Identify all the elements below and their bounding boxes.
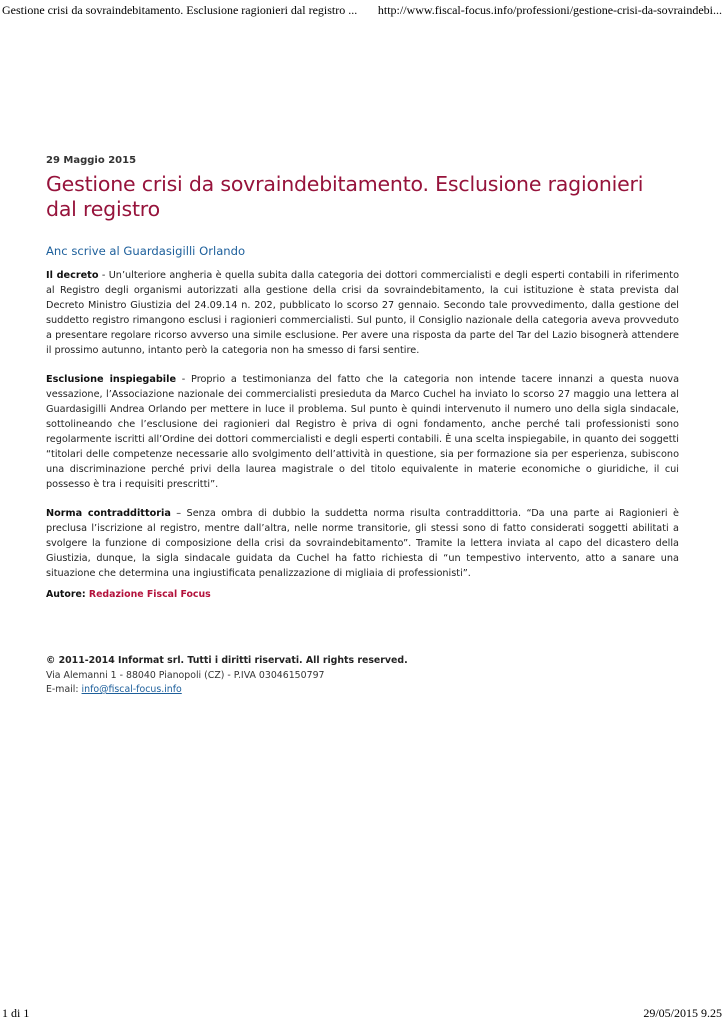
print-header-title: Gestione crisi da sovraindebitamento. Esclusione ragionieri dal registro ...: [2, 3, 358, 17]
print-header: [0, 0, 724, 20]
article-title: Gestione crisi da sovraindebitamento. Esclusione ragionieri dal registro: [46, 172, 644, 221]
article-paragraph: [46, 268, 679, 358]
author-label: Autore:: [46, 589, 89, 600]
email-label: E-mail:: [46, 684, 82, 695]
paragraph-lead: Norma contraddittoria: [46, 508, 171, 519]
paragraph-lead: Esclusione inspiegabile: [46, 374, 177, 385]
print-header-url: http://www.fiscal-focus.info/professioni/gestione-crisi-da-sovraindebi...: [377, 3, 722, 17]
print-datetime: 29/05/2015 9.25: [643, 1006, 722, 1020]
paragraph-text: - Un’ulteriore angheria è quella subita dalla categoria dei dottori commercialisti e degli esperti contabili in riferimento al Registro degli organismi autorizzati alla gestione della crisi da sovraindebitamento, la cui istituzione è stata prevista dal Decreto Ministro Giustizia del 24.09.14 n. 202, pubblicato lo scorso 27 gennaio. Secondo tale provvedimento, dalla gestione del suddetto registro rimangono esclusi i ragionieri commercialisti. Sul punto, il Consiglio nazionale della categoria aveva provveduto a presentare regolare ricorso avverso una simile esclusione. Per avere una risposta da parte del Tar del Lazio bisognerà attendere il prossimo autunno, intanto però la categoria non ha smesso di farsi sentire.: [46, 270, 680, 356]
address-text: Via Alemanni 1 - 88040 Pianopoli (CZ) - P.IVA 03046150797: [46, 669, 325, 681]
article-paragraph: [46, 372, 679, 492]
paragraph-text: – Senza ombra di dubbio la suddetta norma risulta contraddittoria. “Da una parte ai Ragionieri è preclusa l’iscrizione al registro, mentre dall’altra, nelle norme transitorie, gli stessi sono di fatto considerati soggetti abilitati a svolgere la funzione di composizione della crisi da sovraindebitamento”. Tramite la lettera inviata al capo del dicastero della Giustizia, dunque, la sigla sindacale guidata da Cuchel ha fatto richiesta di “un tempestivo intervento, atto a sanare una situazione che determina una ingiustificata penalizzazione di migliaia di professionisti”.: [46, 508, 680, 579]
page-number: 1 di 1: [2, 1006, 30, 1020]
email-link[interactable]: info@fiscal-focus.info: [81, 684, 182, 695]
paragraph-lead: Il decreto: [46, 270, 99, 281]
article-date: 29 Maggio 2015: [46, 155, 137, 166]
copyright-text: © 2011-2014 Informat srl. Tutti i diritti riservati. All rights reserved.: [46, 655, 408, 666]
article-subtitle: Anc scrive al Guardasigilli Orlando: [46, 244, 246, 258]
article-paragraph: [46, 506, 679, 581]
article-author: [46, 589, 679, 600]
print-footer: [0, 1004, 724, 1024]
site-footer: [46, 654, 679, 698]
article: [46, 155, 679, 600]
paragraph-text: - Proprio a testimonianza del fatto che la categoria non intende tacere innanzi a questa nuova vessazione, l’Associazione nazionale dei commercialisti presieduta da Marco Cuchel ha inviato lo scorso 27 maggio una lettera al Guardasigilli Andrea Orlando per mettere in luce il problema. Sul punto è quindi intervenuto il numero uno della sigla sindacale, sottolineando che l’esclusione dei ragionieri dal Registro è priva di ogni fondamento, anche perché tali professionisti sono regolarmente iscritti all’Ordine dei dottori commercialisti e degli esperti contabili. È una scelta inspiegabile, in quanto dei soggetti “titolari delle competenze necessarie allo svolgimento dell’attività in questione, sia per formazione sia per esperienza, subiscono una discriminazione perché privi della laurea magistrale o del titolo equivalente in materie economiche o giuridiche, il cui possesso è tra i requisiti prescritti”.: [46, 374, 679, 490]
email-line: [46, 683, 679, 698]
author-name-link[interactable]: Redazione Fiscal Focus: [88, 589, 211, 600]
